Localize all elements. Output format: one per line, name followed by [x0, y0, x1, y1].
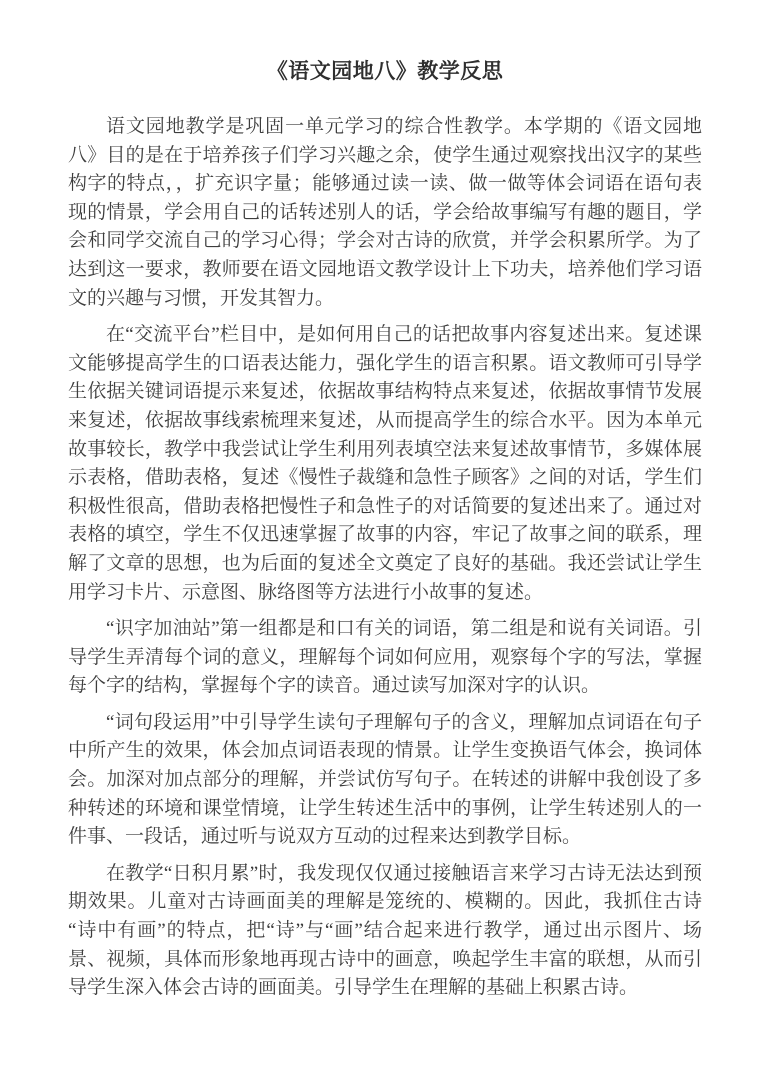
paragraph-cijuduan-yunyong: “词句段运用”中引导学生读句子理解句子的含义，理解加点词语在句子中所产生的效果，体会加点词语表现的情景。让学生变换语气体会，换词体会。加深对加点部分的理解，并尝试仿写句子。在转述的讲解中我创设了多种转述的环境和课堂情境，让学生转述生活中的事例，让学生转述别人的一件事、一段话，通过听与说双方互动的过程来达到教学目标。	[68, 711, 702, 848]
paragraph-intro: 语文园地教学是巩固一单元学习的综合性教学。本学期的《语文园地八》目的是在于培养孩子们学习兴趣之余，使学生通过观察找出汉字的某些构字的特点，，扩充识字量；能够通过读一读、做一做等体会词语在语句表现的情景，学会用自己的话转述别人的话，学会给故事编写有趣的题目，学会和同学交流自己的学习心得；学会对古诗的欣赏，并学会积累所学。为了达到这一要求，教师要在语文园地语文教学设计上下功夫，培养他们学习语文的兴趣与习惯，开发其智力。	[68, 116, 702, 309]
document-title: 《语文园地八》教学反思	[266, 59, 504, 83]
document-body	[68, 113, 702, 1003]
paragraph-riji-yuelei: 在教学“日积月累”时，我发现仅仅通过接触语言来学习古诗无法达到预期效果。儿童对古诗画面美的理解是笼统的、模糊的。因此，我抓住古诗“诗中有画”的特点，把“诗”与“画”结合起来进行教学，通过出示图片、场景、视频，具体而形象地再现古诗中的画意，唤起学生丰富的联想，从而引导学生深入体会古诗的画面美。引导学生在理解的基础上积累古诗。	[68, 862, 702, 999]
paragraph-shizi-jiayouzhan: “识字加油站”第一组都是和口有关的词语，第二组是和说有关词语。引导学生弄清每个词的意义，理解每个词如何应用，观察每个字的写法，掌握每个字的结构，掌握每个字的读音。通过读写加深对字的认识。	[68, 618, 702, 697]
paragraph-jiaoliu-pingtai: 在“交流平台”栏目中，是如何用自己的话把故事内容复述出来。复述课文能够提高学生的口语表达能力，强化学生的语言积累。语文教师可引导学生依据关键词语提示来复述，依据故事结构特点来复述，依据故事情节发展来复述，依据故事线索梳理来复述，从而提高学生的综合水平。因为本单元故事较长，教学中我尝试让学生利用列表填空法来复述故事情节，多媒体展示表格，借助表格，复述《慢性子裁缝和急性子顾客》之间的对话，学生们积极性很高，借助表格把慢性子和急性子的对话简要的复述出来了。通过对表格的填空，学生不仅迅速掌握了故事的内容，牢记了故事之间的联系，理解了文章的思想，也为后面的复述全文奠定了良好的基础。我还尝试让学生用学习卡片、示意图、脉络图等方法进行小故事的复述。	[68, 324, 702, 603]
